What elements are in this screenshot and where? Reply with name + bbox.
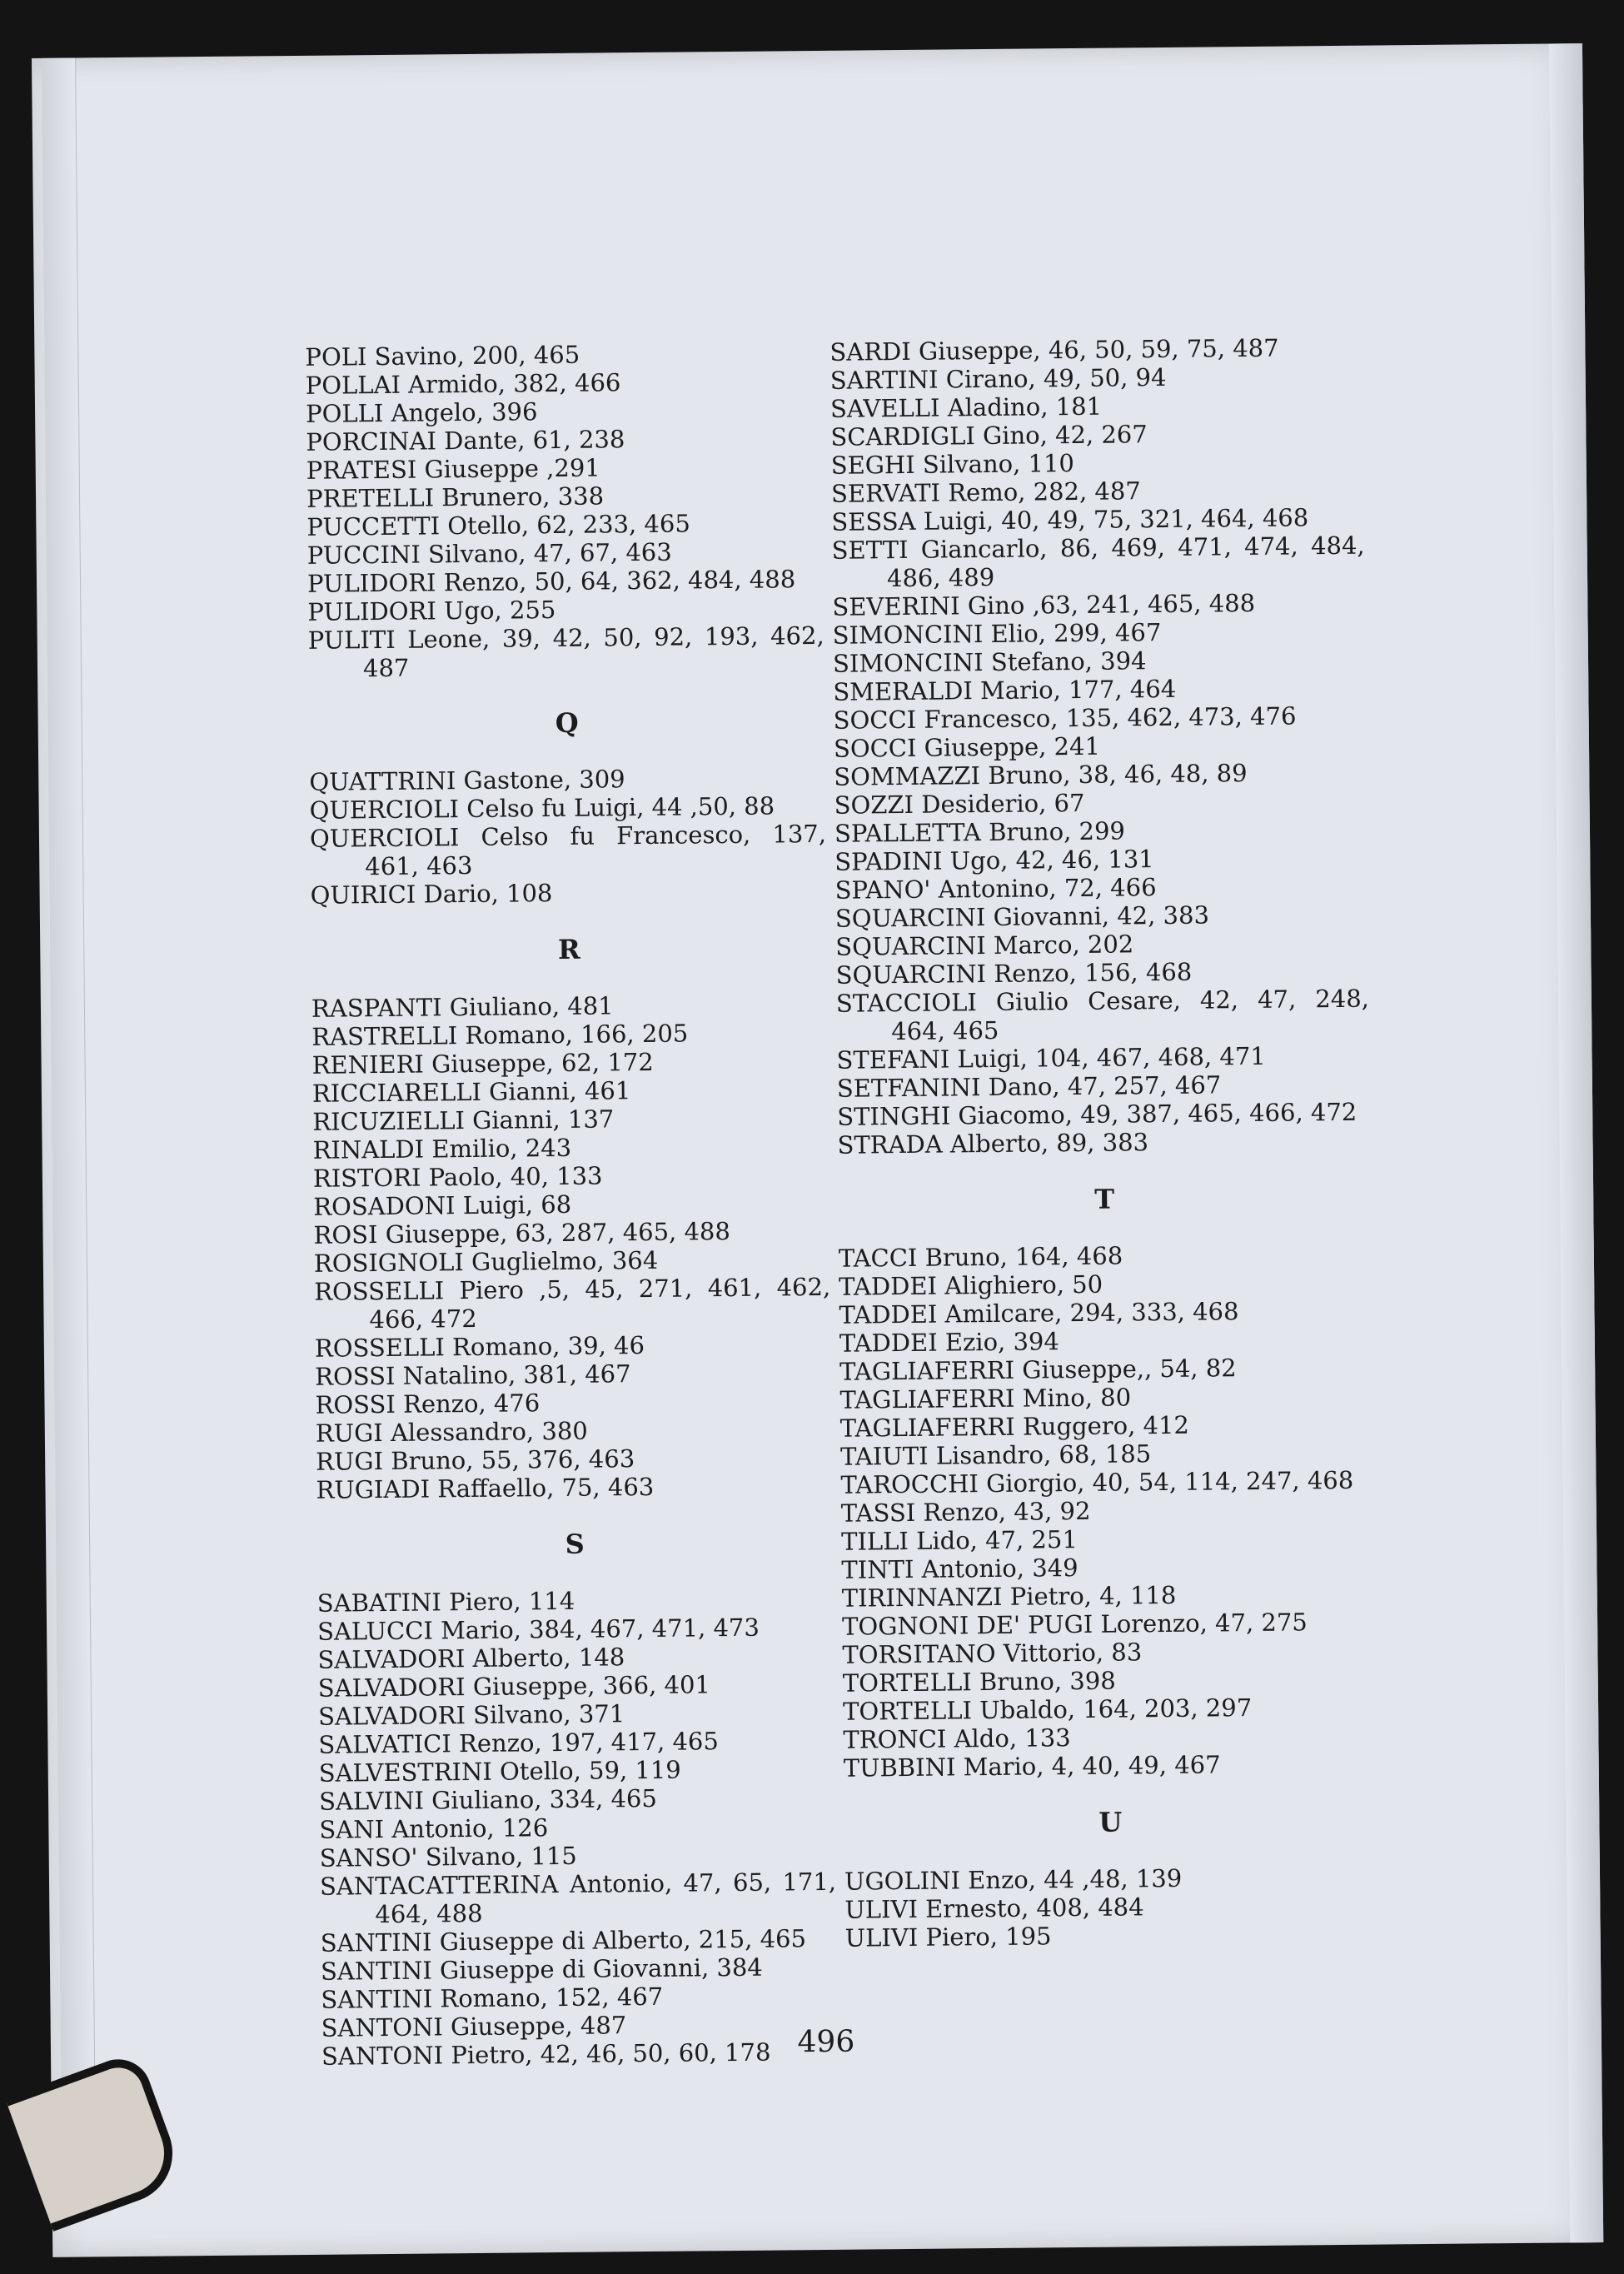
index-entry: ROSI Giuseppe, 63, 287, 465, 488 bbox=[313, 1217, 731, 1249]
index-entry: TORTELLI Ubaldo, 164, 203, 297 bbox=[842, 1693, 1253, 1726]
index-entry: ROSIGNOLI Guglielmo, 364 bbox=[313, 1245, 659, 1278]
index-entry: TINTI Antonio, 349 bbox=[841, 1553, 1079, 1584]
index-entry: SIMONCINI Stefano, 394 bbox=[832, 646, 1147, 678]
index-entry: STRADA Alberto, 89, 383 bbox=[837, 1128, 1149, 1159]
index-entry: TIRINNANZI Pietro, 4, 118 bbox=[841, 1580, 1177, 1613]
index-entry: RINALDI Emilio, 243 bbox=[312, 1133, 572, 1164]
index-entry: STINGHI Giacomo, 49, 387, 465, 466, 472 bbox=[837, 1097, 1357, 1131]
index-entry: SMERALDI Mario, 177, 464 bbox=[833, 674, 1177, 706]
index-entry: UGOLINI Enzo, 44 ,48, 139 bbox=[844, 1863, 1183, 1896]
index-entry: SAVELLI Aladino, 181 bbox=[829, 391, 1103, 423]
index-entry: PULIDORI Renzo, 50, 64, 362, 484, 488 bbox=[306, 565, 796, 598]
index-entry: SALVADORI Silvano, 371 bbox=[317, 1699, 625, 1731]
index-entry: RASPANTI Giuliano, 481 bbox=[311, 991, 614, 1023]
index-section-letter: U bbox=[1098, 1806, 1123, 1838]
index-entry: RICCIARELLI Gianni, 461 bbox=[311, 1076, 631, 1108]
index-entry: PUCCETTI Otello, 62, 233, 465 bbox=[306, 509, 690, 541]
index-entry: SPANO' Antonino, 72, 466 bbox=[834, 873, 1157, 905]
index-entry: RASTRELLI Romano, 166, 205 bbox=[311, 1019, 689, 1051]
index-entry: TUBBINI Mario, 4, 40, 49, 467 bbox=[843, 1750, 1221, 1783]
index-entry: SEGHI Silvano, 110 bbox=[830, 449, 1075, 480]
index-entry: SOMMAZZI Bruno, 38, 46, 48, 89 bbox=[834, 759, 1248, 791]
index-entry: SCARDIGLI Gino, 42, 267 bbox=[830, 420, 1148, 451]
index-entry: ROSSI Renzo, 476 bbox=[315, 1389, 541, 1419]
index-entry: TADDEI Amilcare, 294, 333, 468 bbox=[839, 1297, 1239, 1329]
index-entry: QUIRICI Dario, 108 bbox=[310, 879, 553, 910]
index-entry: SARDI Giuseppe, 46, 50, 59, 75, 487 bbox=[829, 333, 1279, 367]
index-entry: RUGI Alessandro, 380 bbox=[315, 1416, 588, 1448]
index-entry: STACCIOLI Giulio Cesare, 42, 47, 248, 464, 465 bbox=[835, 984, 1370, 1046]
index-entry: SOZZI Desiderio, 67 bbox=[834, 788, 1085, 820]
index-entry: SPALLETTA Bruno, 299 bbox=[834, 816, 1126, 848]
index-entry: TAROCCHI Giorgio, 40, 54, 114, 247, 468 bbox=[840, 1465, 1354, 1499]
index-entry: SALVADORI Giuseppe, 366, 401 bbox=[317, 1670, 711, 1703]
index-entry: RICUZIELLI Gianni, 137 bbox=[312, 1105, 615, 1136]
index-entry: SQUARCINI Giovanni, 42, 383 bbox=[834, 900, 1210, 933]
index-entry: PORCINAI Dante, 61, 238 bbox=[306, 425, 625, 456]
index-entry: RUGI Bruno, 55, 376, 463 bbox=[316, 1444, 635, 1476]
index-entry: PUCCINI Silvano, 47, 67, 463 bbox=[306, 537, 672, 570]
index-entry: SEVERINI Gino ,63, 241, 465, 488 bbox=[832, 588, 1256, 621]
index-entry: POLLI Angelo, 396 bbox=[305, 397, 538, 428]
index-entry: STEFANI Luigi, 104, 467, 468, 471 bbox=[836, 1041, 1266, 1075]
index-entry: TRONCI Aldo, 133 bbox=[843, 1723, 1071, 1754]
index-entry: SESSA Luigi, 40, 49, 75, 321, 464, 468 bbox=[831, 503, 1309, 536]
page-binding-fold bbox=[42, 57, 96, 2173]
index-entry: RUGIADI Raffaello, 75, 463 bbox=[316, 1472, 655, 1504]
index-entry: ROSSELLI Romano, 39, 46 bbox=[314, 1331, 645, 1363]
index-entry: SANTONI Pietro, 42, 46, 50, 60, 178 bbox=[321, 2037, 771, 2071]
index-entry: QUERCIOLI Celso fu Francesco, 137, 461, 463 bbox=[309, 819, 827, 881]
index-entry: SANTACATTERINA Antonio, 47, 65, 171, 464, 488 bbox=[319, 1867, 837, 1929]
index-entry: SALVADORI Alberto, 148 bbox=[317, 1643, 625, 1674]
index-entry: SALVATICI Renzo, 197, 417, 465 bbox=[318, 1727, 719, 1759]
index-entry: ROSSELLI Piero ,5, 45, 271, 461, 462, 466, 472 bbox=[314, 1272, 831, 1334]
index-entry: ROSADONI Luigi, 68 bbox=[313, 1189, 572, 1221]
index-entry: SALUCCI Mario, 384, 467, 471, 473 bbox=[316, 1613, 760, 1646]
index-entry: ULIVI Ernesto, 408, 484 bbox=[844, 1893, 1144, 1924]
index-entry: SETTI Giancarlo, 86, 469, 471, 474, 484, 486, 489 bbox=[831, 531, 1365, 593]
index-entry: SERVATI Remo, 282, 487 bbox=[830, 476, 1141, 508]
index-entry: SPADINI Ugo, 42, 46, 131 bbox=[834, 845, 1154, 876]
index-entry: TAIUTI Lisandro, 68, 185 bbox=[839, 1439, 1152, 1471]
index-entry: PULITI Leone, 39, 42, 50, 92, 193, 462, 487 bbox=[307, 621, 824, 683]
page-number: 496 bbox=[797, 2024, 855, 2060]
index-entry: PRETELLI Brunero, 338 bbox=[306, 481, 605, 513]
index-section-letter: T bbox=[1094, 1183, 1115, 1215]
index-entry: TOGNONI DE' PUGI Lorenzo, 47, 275 bbox=[841, 1608, 1308, 1641]
index-column-left bbox=[305, 338, 838, 2071]
index-entry: PULIDORI Ugo, 255 bbox=[307, 595, 556, 626]
index-entry: PRATESI Giuseppe ,291 bbox=[306, 453, 600, 485]
index-entry: TACCI Bruno, 164, 468 bbox=[838, 1241, 1123, 1273]
index-entry: TADDEI Alighiero, 50 bbox=[839, 1269, 1103, 1301]
index-entry: TAGLIAFERRI Mino, 80 bbox=[839, 1383, 1132, 1414]
index-entry: POLI Savino, 200, 465 bbox=[305, 340, 580, 372]
index-entry: SANTINI Giuseppe di Giovanni, 384 bbox=[320, 1952, 763, 1986]
index-entry: SALVINI Giuliano, 334, 465 bbox=[318, 1783, 657, 1816]
index-entry: SETFANINI Dano, 47, 257, 467 bbox=[836, 1070, 1222, 1103]
index-entry: SANI Antonio, 126 bbox=[319, 1813, 549, 1844]
index-entry: SALVESTRINI Otello, 59, 119 bbox=[318, 1755, 681, 1788]
index-entry: TAGLIAFERRI Giuseppe,, 54, 82 bbox=[839, 1354, 1237, 1386]
index-entry: ULIVI Piero, 195 bbox=[844, 1922, 1052, 1952]
index-entry: SANSO' Silvano, 115 bbox=[319, 1841, 577, 1873]
index-entry: TORSITANO Vittorio, 83 bbox=[842, 1638, 1143, 1669]
index-entry: SANTINI Romano, 152, 467 bbox=[321, 1982, 664, 2014]
index-column-right bbox=[829, 333, 1378, 1952]
index-entry: SANTINI Giuseppe di Alberto, 215, 465 bbox=[320, 1924, 807, 1957]
index-entry: TAGLIAFERRI Ruggero, 412 bbox=[839, 1410, 1190, 1443]
index-entry: QUATTRINI Gastone, 309 bbox=[309, 765, 625, 796]
index-entry: TILLI Lido, 47, 251 bbox=[840, 1525, 1078, 1556]
index-entry: RENIERI Giuseppe, 62, 172 bbox=[311, 1047, 654, 1080]
index-entry: RISTORI Paolo, 40, 133 bbox=[312, 1161, 603, 1193]
index-entry: POLLAI Armido, 382, 466 bbox=[305, 368, 621, 400]
index-entry: SQUARCINI Renzo, 156, 468 bbox=[835, 957, 1193, 990]
index-entry: QUERCIOLI Celso fu Luigi, 44 ,50, 88 bbox=[309, 791, 775, 825]
book-page bbox=[32, 43, 1603, 2257]
index-entry: SQUARCINI Marco, 202 bbox=[835, 930, 1134, 961]
index-entry: SABATINI Piero, 114 bbox=[316, 1586, 575, 1618]
index-entry: SANTONI Giuseppe, 487 bbox=[321, 2011, 627, 2042]
index-entry: TADDEI Ezio, 394 bbox=[839, 1327, 1060, 1358]
index-entry: TORTELLI Bruno, 398 bbox=[842, 1666, 1116, 1698]
index-entry: ROSSI Natalino, 381, 467 bbox=[315, 1359, 631, 1391]
index-entry: SOCCI Giuseppe, 241 bbox=[833, 731, 1101, 763]
index-section-letter: R bbox=[557, 933, 580, 965]
page-edge-shadow bbox=[1549, 43, 1603, 2242]
index-entry: SOCCI Francesco, 135, 462, 473, 476 bbox=[833, 701, 1297, 735]
index-entry: SARTINI Cirano, 49, 50, 94 bbox=[829, 362, 1167, 395]
index-section-letter: Q bbox=[555, 706, 579, 740]
index-entry: TASSI Renzo, 43, 92 bbox=[840, 1496, 1091, 1528]
index-entry: SIMONCINI Elio, 299, 467 bbox=[832, 618, 1162, 650]
index-section-letter: S bbox=[565, 1528, 585, 1560]
